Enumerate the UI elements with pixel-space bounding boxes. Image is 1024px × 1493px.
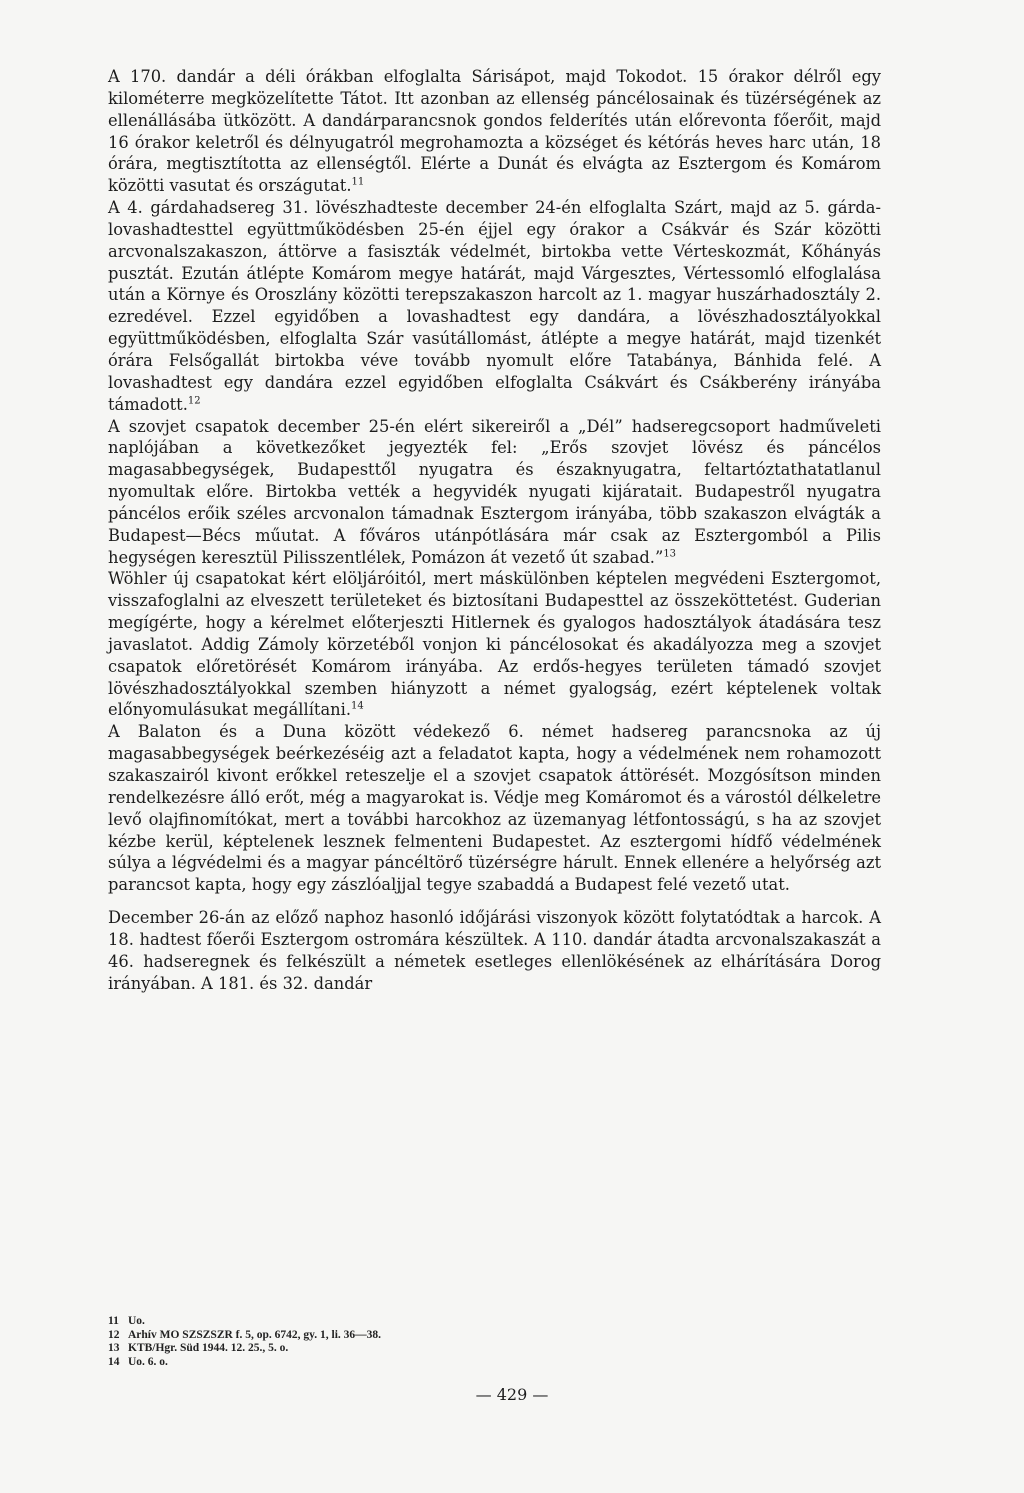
- page-number: — 429 —: [475, 1385, 549, 1404]
- footnote-ref-11: 11: [351, 176, 365, 188]
- paragraph-5: A Balaton és a Duna között védekező 6. német hadsereg parancsnoka az új magasabbegységek beérkezéséig azt a feladatot kapta, hogy a védelmének nem rohamozott szakaszairól kivont erőkkel reteszelje el a szovjet csapatok áttörését. Mozgósítson minden rendelkezésre álló erőt, még a magyarokat is. Védje meg Komáromot és a várostól délkeletre levő olajfinomítókat, mert a további harcokhoz az üzemanyag létfontosságú, s ha az szovjet kézbe kerül, képtelenek lesznek felmenteni Budapestet. Az esztergomi hídfő védelmének súlya a légvédelmi és a magyar páncéltörő tüzérségre hárult. Ennek ellenére a helyőrség azt parancsot kapta, hogy egy zászlóaljjal tegye szabaddá a Budapest felé vezető utat.: [108, 722, 881, 895]
- footnote-ref-13: 13: [663, 548, 677, 560]
- paragraph-1: A 170. dandár a déli órákban elfoglalta Sárisápot, majd Tokodot. 15 órakor délről egy kilométerre megközelítette Tátot. Itt azonban az ellenség páncélosainak és tüzérségének az ellenállásába ütközött. A dandárparancsnok gondos felderítés után előrevonta főerőit, majd 16 órakor keletről és délnyugatról megrohamozta a községet és kétórás heves harc után, 18 órára, megtisztította az ellenségtől. Elérte a Dunát és elvágta az Esztergom és Komárom közötti vasutat és országutat.$^{11}$: [108, 67, 881, 196]
- paragraph-2: A 4. gárdahadsereg 31. lövészhadteste december 24-én elfoglalta Szárt, majd az 5. gárda-lovashadtesttel együttműködésben 25-én éjjel egy órakor a Csákvár és Szár közötti arcvonalszakaszon, áttörve a fasiszták védelmét, birtokba vette Vérteskozmát, Kőhányás pusztát. Ezután átlépte Komárom megye határát, majd Várgesztes, Vértessomló elfoglalása után a Környe és Oroszlány közötti terepszakaszon harcolt az 1. magyar huszárhadosztály 2. ezredével. Ezzel egyidőben a lovashadtest egy dandára, a lövészhadosztályokkal együttműködésben, elfoglalta Szár vasútállomást, átlépte a megye határát, majd tizenkét órára Felsőgallát birtokba véve tovább nyomult előre Tatabánya, Bánhida felé. A lovashadtest egy dandára ezzel egyidőben elfoglalta Csákvárt és Csákberény irányába támadott.$^{12}$: [108, 198, 881, 414]
- paragraph-3: A szovjet csapatok december 25-én elért sikereiről a „Dél” hadseregcsoport hadműveleti naplójában a következőket jegyezték fel: „Erős szovjet lövész és páncélos magasabbegységek, Budapesttől nyugatra és északnyugatra, feltartóztathatatlanul nyomultak előre. Birtokba vették a hegyvidék nyugati kijáratait. Budapestről nyugatra páncélos erőik széles arcvonalon támadnak Esztergom irányába, több szakaszon elvágták a Budapest—Bécs műutat. A főváros utánpótlására már csak az Esztergomból a Pilis hegységen keresztül Pilisszentlélek, Pomázon át vezető út szabad.”$^{13}$: [108, 416, 881, 567]
- main-text: [108, 66, 881, 994]
- paragraph-4: Wöhler új csapatokat kért elöljáróitól, mert máskülönben képtelen megvédeni Esztergomot, visszafoglalni az elveszett területeket és biztosítani Budapesttel az összeköttetést. Guderian megígérte, hogy a kérelmet előterjeszti Hitlernek és gyalogos hadosztályok átadására tesz javaslatot. Addig Zámoly körzetéből vonjon ki páncélosokat és akadályozza meg a szovjet csapatok előretörését Komárom irányába. Az erdős-hegyes területen támadó szovjet lövészhadosztályokkal szemben hiányzott a német gyalogság, ezért képtelenek voltak előnyomulásukat megállítani.$^{14}$: [108, 569, 881, 720]
- footnotes: [108, 1315, 708, 1369]
- footnote-13: 13 KTB/Hgr. Süd 1944. 12. 25., 5. o.: [108, 1342, 289, 1355]
- footnote-11: 11 Uo.: [108, 1315, 145, 1327]
- footnote-12: 12 Arhív MO SZSZSZR f. 5, op. 6742, gy. 1, li. 36—38.: [108, 1328, 382, 1341]
- footnote-ref-12: 12: [187, 395, 201, 407]
- footnote-ref-14: 14: [351, 701, 364, 713]
- footnote-14: 14 Uo. 6. o.: [108, 1355, 168, 1368]
- paragraph-6: December 26-án az előző naphoz hasonló időjárási viszonyok között folytatódtak a harcok. A 18. hadtest főerői Esztergom ostromára készültek. A 110. dandár átadta arcvonalszakaszát a 46. hadseregnek és felkészült a németek esetleges ellenlökésének az elhárítására Dorog irányában. A 181. és 32. dandár: [108, 908, 881, 993]
